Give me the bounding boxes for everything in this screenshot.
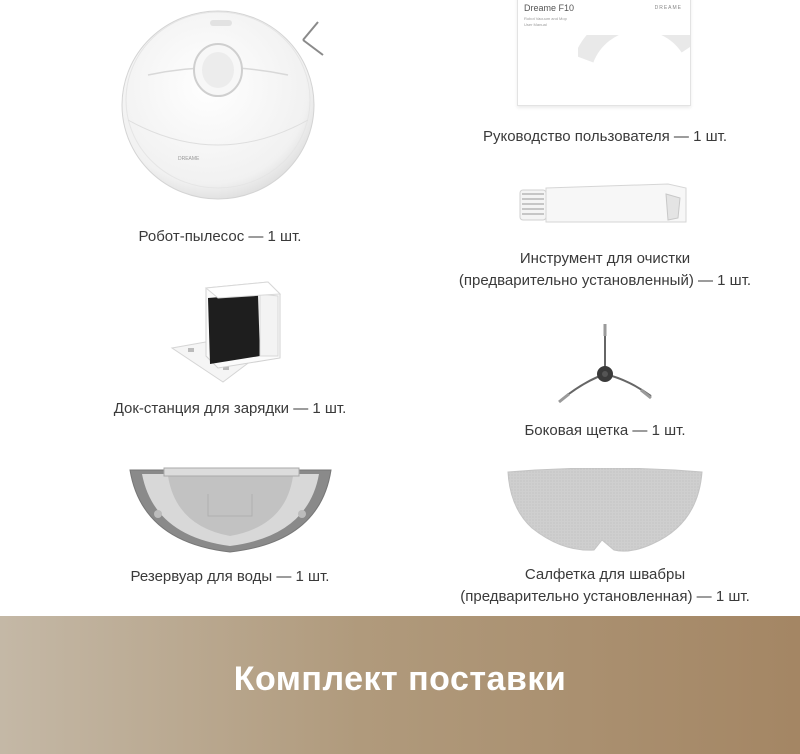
tank-caption: Резервуар для воды — 1 шт. <box>130 568 330 585</box>
robot-vacuum-image <box>118 0 328 210</box>
dock-caption: Док-станция для зарядки — 1 шт. <box>113 400 347 417</box>
manual-subtitle-2: User Manual <box>524 22 547 27</box>
user-manual-image <box>517 0 691 106</box>
manual-subtitle-1: Robot Vacuum and Mop <box>524 16 567 21</box>
water-tank-image <box>128 466 333 554</box>
manual-logo: DREAME <box>654 5 682 11</box>
banner-title: Комплект поставки <box>233 660 567 698</box>
brush-caption: Боковая щетка — 1 шт. <box>524 422 686 439</box>
robot-logo: DREAME <box>178 156 200 162</box>
mop-pad-image <box>502 468 708 560</box>
footer-banner <box>0 616 800 754</box>
robot-caption: Робот-пылесос — 1 шт. <box>138 228 302 245</box>
manual-caption: Руководство пользователя — 1 шт. <box>482 128 728 145</box>
manual-title: Dreame F10 <box>524 3 575 13</box>
mop-caption: Салфетка для швабры (предварительно установленная) — 1 шт. <box>460 566 750 605</box>
cleaning-tool-image <box>518 180 693 230</box>
tool-caption: Инструмент для очистки (предварительно установленный) — 1 шт. <box>458 250 752 289</box>
side-brush-image <box>553 322 657 406</box>
charging-dock-image <box>168 278 293 388</box>
